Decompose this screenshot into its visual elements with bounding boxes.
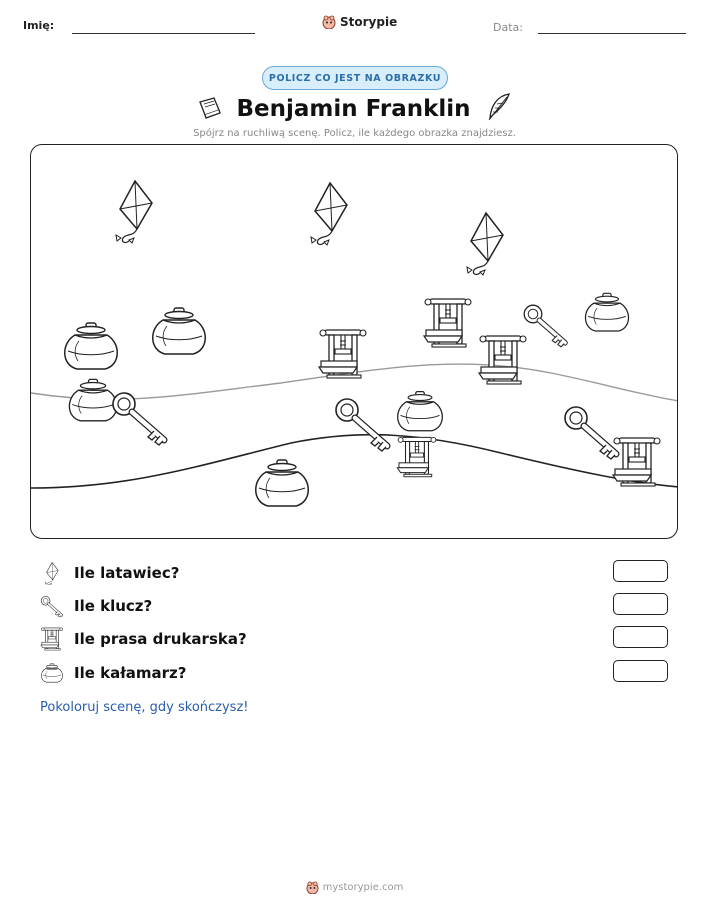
page-title bbox=[0, 92, 709, 122]
question-text: Ile latawiec? bbox=[74, 564, 180, 582]
printing-press-icon bbox=[397, 437, 436, 476]
printing-press-icon bbox=[479, 336, 526, 384]
instructions: Spójrz na ruchliwą scenę. Policz, ile każdego obrazka znajdziesz. bbox=[193, 128, 516, 139]
title-text: Benjamin Franklin bbox=[236, 96, 471, 122]
inkwell-icon bbox=[256, 460, 309, 506]
question-kite bbox=[40, 561, 179, 585]
activity-badge: POLICZ CO JEST NA OBRAZKU bbox=[262, 66, 448, 90]
key-icon bbox=[40, 594, 64, 618]
inkwell-icon bbox=[585, 293, 628, 331]
brand-name: Storypie bbox=[340, 15, 398, 29]
inkwell-icon bbox=[69, 379, 116, 420]
feather-quill-icon bbox=[485, 92, 513, 122]
key-icon bbox=[336, 399, 387, 451]
date-label: Data: bbox=[493, 21, 523, 34]
printing-press-icon bbox=[613, 438, 660, 486]
kite-icon bbox=[311, 183, 347, 245]
hill-line-front bbox=[31, 435, 678, 488]
storypie-logo-icon bbox=[322, 15, 336, 29]
date-field[interactable] bbox=[538, 33, 686, 34]
book-icon bbox=[196, 96, 222, 120]
brand-logo bbox=[322, 15, 397, 29]
inkwell-icon bbox=[153, 308, 206, 354]
answer-box-press[interactable] bbox=[613, 626, 668, 648]
answer-box-inkwell[interactable] bbox=[613, 660, 668, 682]
question-inkwell bbox=[40, 661, 187, 685]
kite-icon bbox=[467, 213, 503, 275]
name-field[interactable] bbox=[72, 33, 255, 34]
counting-scene bbox=[30, 144, 678, 539]
printing-press-icon bbox=[319, 330, 366, 378]
footer-url[interactable]: mystorypie.com bbox=[322, 882, 404, 893]
name-label: Imię: bbox=[23, 19, 55, 32]
scene-illustration bbox=[31, 145, 678, 539]
key-icon bbox=[113, 393, 164, 445]
question-text: Ile klucz? bbox=[74, 597, 153, 615]
printing-press-icon bbox=[424, 299, 471, 347]
question-press bbox=[40, 627, 247, 651]
inkwell-icon bbox=[65, 323, 118, 369]
question-key bbox=[40, 594, 152, 618]
answer-box-kite[interactable] bbox=[613, 560, 668, 582]
printing-press-icon bbox=[40, 627, 64, 651]
question-text: Ile kałamarz? bbox=[74, 664, 187, 682]
inkwell-icon bbox=[40, 661, 64, 685]
question-text: Ile prasa drukarska? bbox=[74, 630, 247, 648]
inkwell-icon bbox=[398, 392, 443, 431]
storypie-logo-icon bbox=[306, 881, 319, 894]
footer bbox=[0, 881, 709, 894]
kite-icon bbox=[40, 561, 64, 585]
key-icon bbox=[524, 305, 565, 347]
kite-icon bbox=[116, 181, 152, 243]
colour-prompt: Pokoloruj scenę, gdy skończysz! bbox=[40, 700, 249, 715]
key-icon bbox=[565, 407, 616, 459]
answer-box-key[interactable] bbox=[613, 593, 668, 615]
